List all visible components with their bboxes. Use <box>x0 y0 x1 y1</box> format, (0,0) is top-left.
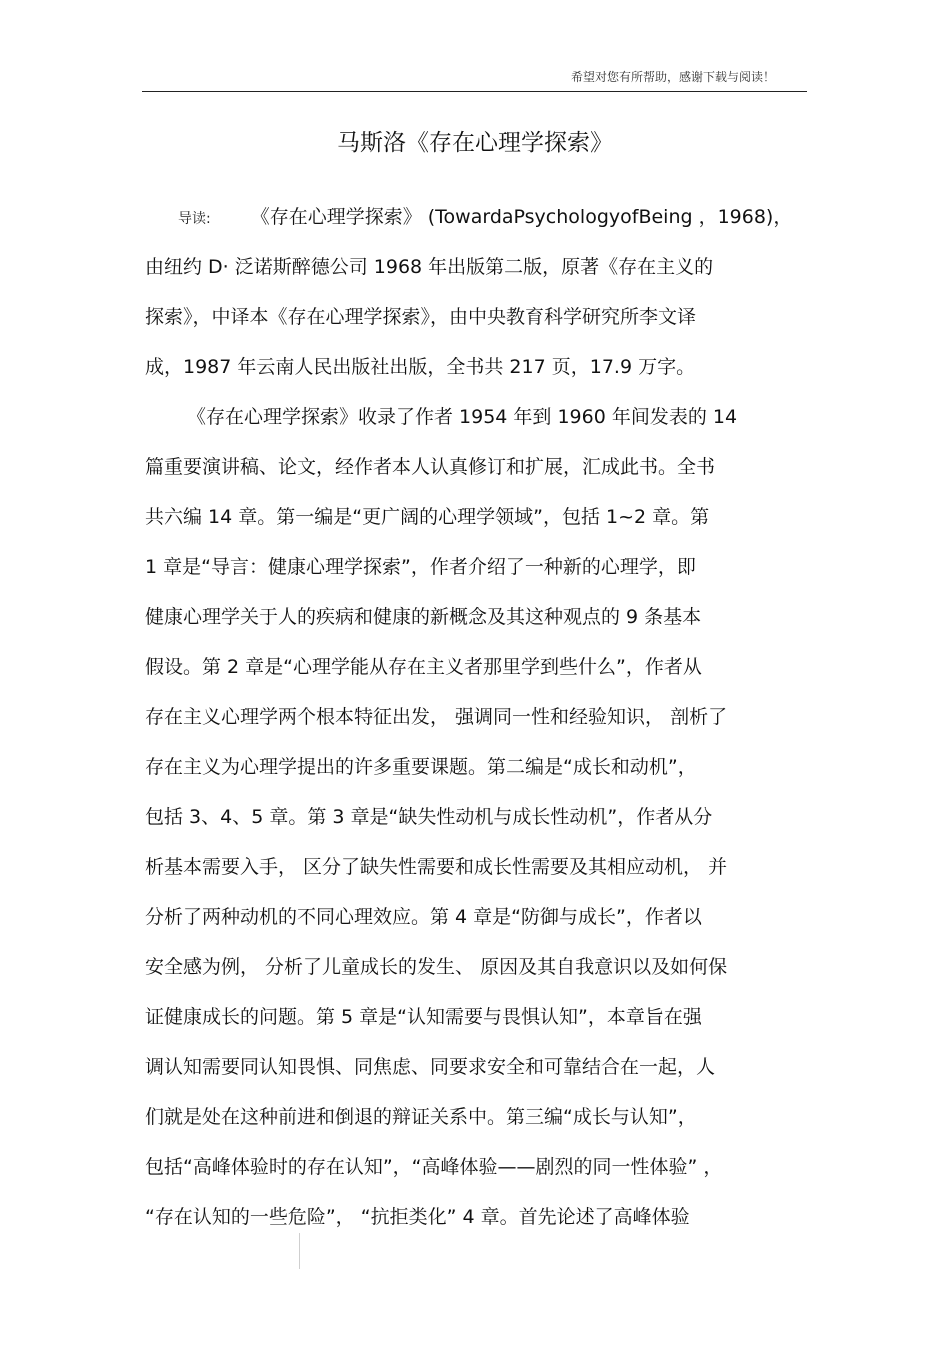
paragraph-line: 由纽约 D· 泛诺斯醉德公司 1968 年出版第二版，原著《存在主义的 <box>145 256 714 278</box>
paragraph-line: 包括“高峰体验时的存在认知”，“高峰体验——剧烈的同一性体验” ， <box>145 1156 723 1178</box>
paragraph-line-text: 《存在心理学探索》 (TowardaPsychologyofBeing ，1968)， <box>250 206 793 228</box>
paragraph-line: 1 章是“导言：健康心理学探索”，作者介绍了一种新的心理学，即 <box>145 556 696 578</box>
paragraph-line: 共六编 14 章。第一编是“更广阔的心理学领域”，包括 1~2 章。第 <box>145 506 710 528</box>
header-divider <box>142 91 807 92</box>
paragraph-line: 《存在心理学探索》收录了作者 1954 年到 1960 年间发表的 14 <box>187 406 738 428</box>
paragraph-line: 存在主义为心理学提出的许多重要课题。第二编是“成长和动机”， <box>145 756 697 778</box>
paragraph-line: 们就是处在这种前进和倒退的辩证关系中。第三编“成长与认知”， <box>145 1106 697 1128</box>
paragraph-line: “存在认知的一些危险”， “抗拒类化” 4 章。首先论述了高峰体验 <box>145 1206 690 1228</box>
paragraph-line: 调认知需要同认知畏惧、同焦虑、同要求安全和可靠结合在一起，人 <box>145 1056 716 1078</box>
paragraph-line: 包括 3、4、5 章。第 3 章是“缺失性动机与成长性动机”，作者从分 <box>145 806 713 828</box>
paragraph-line: 安全感为例， 分析了儿童成长的发生、 原因及其自我意识以及如何保 <box>145 956 728 978</box>
paragraph-line: 篇重要演讲稿、论文，经作者本人认真修订和扩展，汇成此书。全书 <box>145 456 716 478</box>
document-title: 马斯洛《存在心理学探索》 <box>337 130 613 156</box>
paragraph-line: 证健康成长的问题。第 5 章是“认知需要与畏惧认知”，本章旨在强 <box>145 1006 702 1028</box>
page-edge-mark <box>299 1233 300 1269</box>
lead-label: 导读: <box>178 211 211 227</box>
paragraph-line: 存在主义心理学两个根本特征出发， 强调同一性和经验知识， 剖析了 <box>145 706 728 728</box>
header-note: 希望对您有所帮助，感谢下载与阅读！ <box>570 70 775 84</box>
paragraph-line: 成，1987 年云南人民出版社出版，全书共 217 页，17.9 万字。 <box>145 356 696 378</box>
paragraph-line: 探索》，中译本《存在心理学探索》，由中央教育科学研究所李文译 <box>145 306 697 328</box>
paragraph-line: 分析了两种动机的不同心理效应。第 4 章是“防御与成长”，作者以 <box>145 906 702 928</box>
paragraph-line: 健康心理学关于人的疾病和健康的新概念及其这种观点的 9 条基本 <box>145 606 702 628</box>
paragraph-line: 假设。第 2 章是“心理学能从存在主义者那里学到些什么”，作者从 <box>145 656 702 678</box>
paragraph-line: 析基本需要入手， 区分了缺失性需要和成长性需要及其相应动机， 并 <box>145 856 728 878</box>
paragraph-line <box>145 205 810 231</box>
